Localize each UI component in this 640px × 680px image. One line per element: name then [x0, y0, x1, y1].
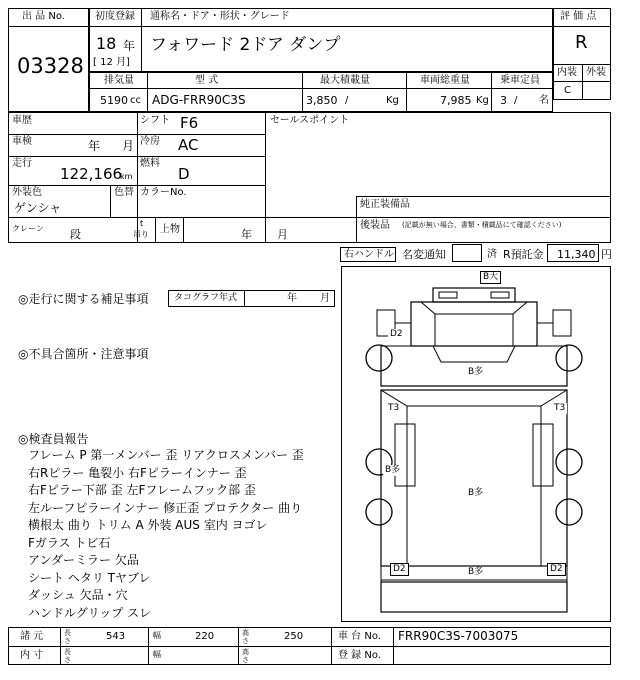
name-change-label: 名変通知: [402, 248, 446, 261]
tacho-label: タコグラフ年式: [174, 293, 238, 303]
crane-stage: 段: [70, 228, 81, 241]
fuel: D: [178, 165, 190, 183]
max-load-label: 最大積載量: [320, 75, 370, 86]
inspector-line: ダッシュ 欠品・穴: [28, 588, 128, 602]
r-tax: 11,340: [557, 248, 596, 261]
reg-no-label: 登 録 No.: [338, 650, 381, 661]
width: 220: [195, 631, 215, 642]
inspector-line: 横根太 曲り トリム A 外装 AUS 室内 ヨゴレ: [28, 518, 268, 532]
capacity: 3: [500, 94, 507, 107]
inspector-line: アンダーミラー 欠品: [28, 553, 139, 567]
color: ゲンシャ: [14, 201, 62, 215]
mileage-label: 走行: [12, 158, 32, 169]
inspector-line: フレーム P 第一メンバー 歪 リアクロスメンバー 歪: [28, 448, 304, 462]
tax-label: 済: [487, 249, 497, 260]
in-width-label: 幅: [153, 650, 161, 659]
damage-label: T3: [554, 403, 566, 413]
model: ADG-FRR90C3S: [152, 93, 246, 107]
inspector-line: シート ヘタリ Tヤブレ: [28, 570, 151, 585]
aftermarket-label: 後装品: [360, 220, 390, 231]
mileage-unit: km: [120, 172, 133, 181]
capacity-slash: /: [514, 95, 518, 106]
chassis-label: 車 台 No.: [338, 631, 381, 642]
sales-point-label: セールスポイント: [270, 115, 350, 126]
history-label: 車歴: [12, 115, 32, 126]
inspector-line: 右Fピラー下部 歪 左Fフレームフック部 歪: [28, 483, 256, 497]
length: 543: [106, 631, 126, 642]
lot-no-label: 出 品 No.: [22, 11, 65, 22]
damage-label: B多: [385, 465, 401, 475]
inspection-month: 月: [122, 139, 135, 153]
capacity-label: 乗車定員: [500, 75, 540, 86]
inspector-line: 右Rピラー 亀裂小 右Fピラーインナー 歪: [28, 465, 247, 480]
displacement-unit: cc: [130, 95, 141, 106]
crane-hook: 吊り: [133, 230, 149, 239]
lot-no: 03328: [17, 54, 84, 78]
r-tax-unit: 円: [601, 248, 612, 261]
ac-label: 冷房: [140, 136, 160, 147]
rhd: 右ハンドル: [344, 249, 394, 260]
inspection-label: 車検: [12, 136, 32, 147]
height: 250: [284, 631, 304, 642]
capacity-unit: 名: [539, 95, 549, 106]
damage-label: B大: [480, 271, 501, 284]
inspector-report-label: ◎検査員報告: [18, 432, 89, 446]
color-label: 外装色: [12, 187, 42, 198]
name-change-box: [452, 244, 482, 262]
ac: AC: [178, 136, 199, 154]
displacement: 5190: [100, 94, 128, 107]
driving-notes-label: ◎走行に関する補足事項: [18, 292, 149, 306]
displacement-label: 排気量: [104, 75, 134, 86]
aftermarket-note: (記載が無い場合、書類・積載品にて確認ください): [402, 221, 562, 229]
crane-label: クレーン: [12, 224, 44, 233]
car-name: フォワード 2ドア ダンプ: [150, 35, 341, 55]
reg-year-unit: 年: [123, 39, 136, 53]
height-label: 高さ: [242, 629, 249, 645]
max-load-unit: Kg: [386, 95, 399, 106]
name-label: 通称名・ドア・形状・グレード: [150, 11, 290, 22]
reg-month: [ 12 月]: [93, 57, 130, 68]
upper-month: 月: [277, 228, 288, 241]
r-tax-label: R預託金: [503, 248, 544, 261]
damage-label: D2: [390, 329, 403, 339]
width-label: 幅: [153, 631, 161, 640]
shift: F6: [180, 114, 199, 132]
color-no-label: 色替: [114, 187, 134, 198]
upper-year: 年: [241, 228, 252, 241]
interior-grade: C: [564, 85, 571, 96]
score: R: [575, 32, 588, 53]
max-load: 3,850: [306, 94, 338, 107]
score-label: 評 価 点: [560, 11, 597, 22]
damage-label: B多: [468, 367, 484, 377]
damage-label: B多: [468, 567, 484, 577]
upper-label: 上物: [160, 224, 180, 235]
in-height-label: 高さ: [242, 648, 249, 664]
length-label: 長さ: [64, 629, 71, 645]
mileage: 122,166: [60, 165, 123, 183]
inspector-lines: [28, 449, 328, 624]
reg-year: 18: [96, 34, 117, 53]
in-length-label: 長さ: [64, 648, 71, 664]
fuel-label: 燃料: [140, 158, 160, 169]
damage-label: B多: [468, 488, 484, 498]
tacho-year: 年: [287, 293, 297, 304]
interior-dims-label: 内 寸: [20, 650, 44, 661]
dims-label: 諸 元: [20, 631, 44, 642]
inspector-line: 左ルーフピラーインナー 修正歪 プロテクター 曲り: [28, 500, 303, 515]
inspector-line: ハンドルグリップ スレ: [28, 605, 152, 620]
damage-label: T3: [388, 403, 400, 413]
chassis: FRR90C3S-7003075: [398, 629, 519, 643]
color-code-label: カラーNo.: [140, 187, 187, 198]
gross-weight-label: 車両総重量: [420, 75, 470, 86]
model-label: 型 式: [195, 75, 219, 86]
gross-weight-unit: Kg: [476, 95, 489, 106]
damage-label: D2: [390, 563, 409, 576]
first-reg-label: 初度登録: [95, 11, 135, 22]
shift-label: シフト: [140, 115, 170, 126]
interior-grade-label: 内装: [557, 67, 577, 78]
tacho-month: 月: [320, 293, 330, 304]
crane-ton: t: [140, 219, 144, 228]
defect-notes-label: ◎不具合箇所・注意事項: [18, 347, 149, 361]
max-load-slash: /: [345, 95, 349, 106]
inspector-line: Fガラス トビ石: [28, 535, 111, 550]
damage-label: D2: [547, 563, 566, 576]
gross-weight: 7,985: [440, 94, 472, 107]
exterior-grade-label: 外装: [586, 67, 606, 78]
std-equip-label: 純正装備品: [360, 199, 410, 210]
inspection-year: 年: [88, 139, 101, 153]
